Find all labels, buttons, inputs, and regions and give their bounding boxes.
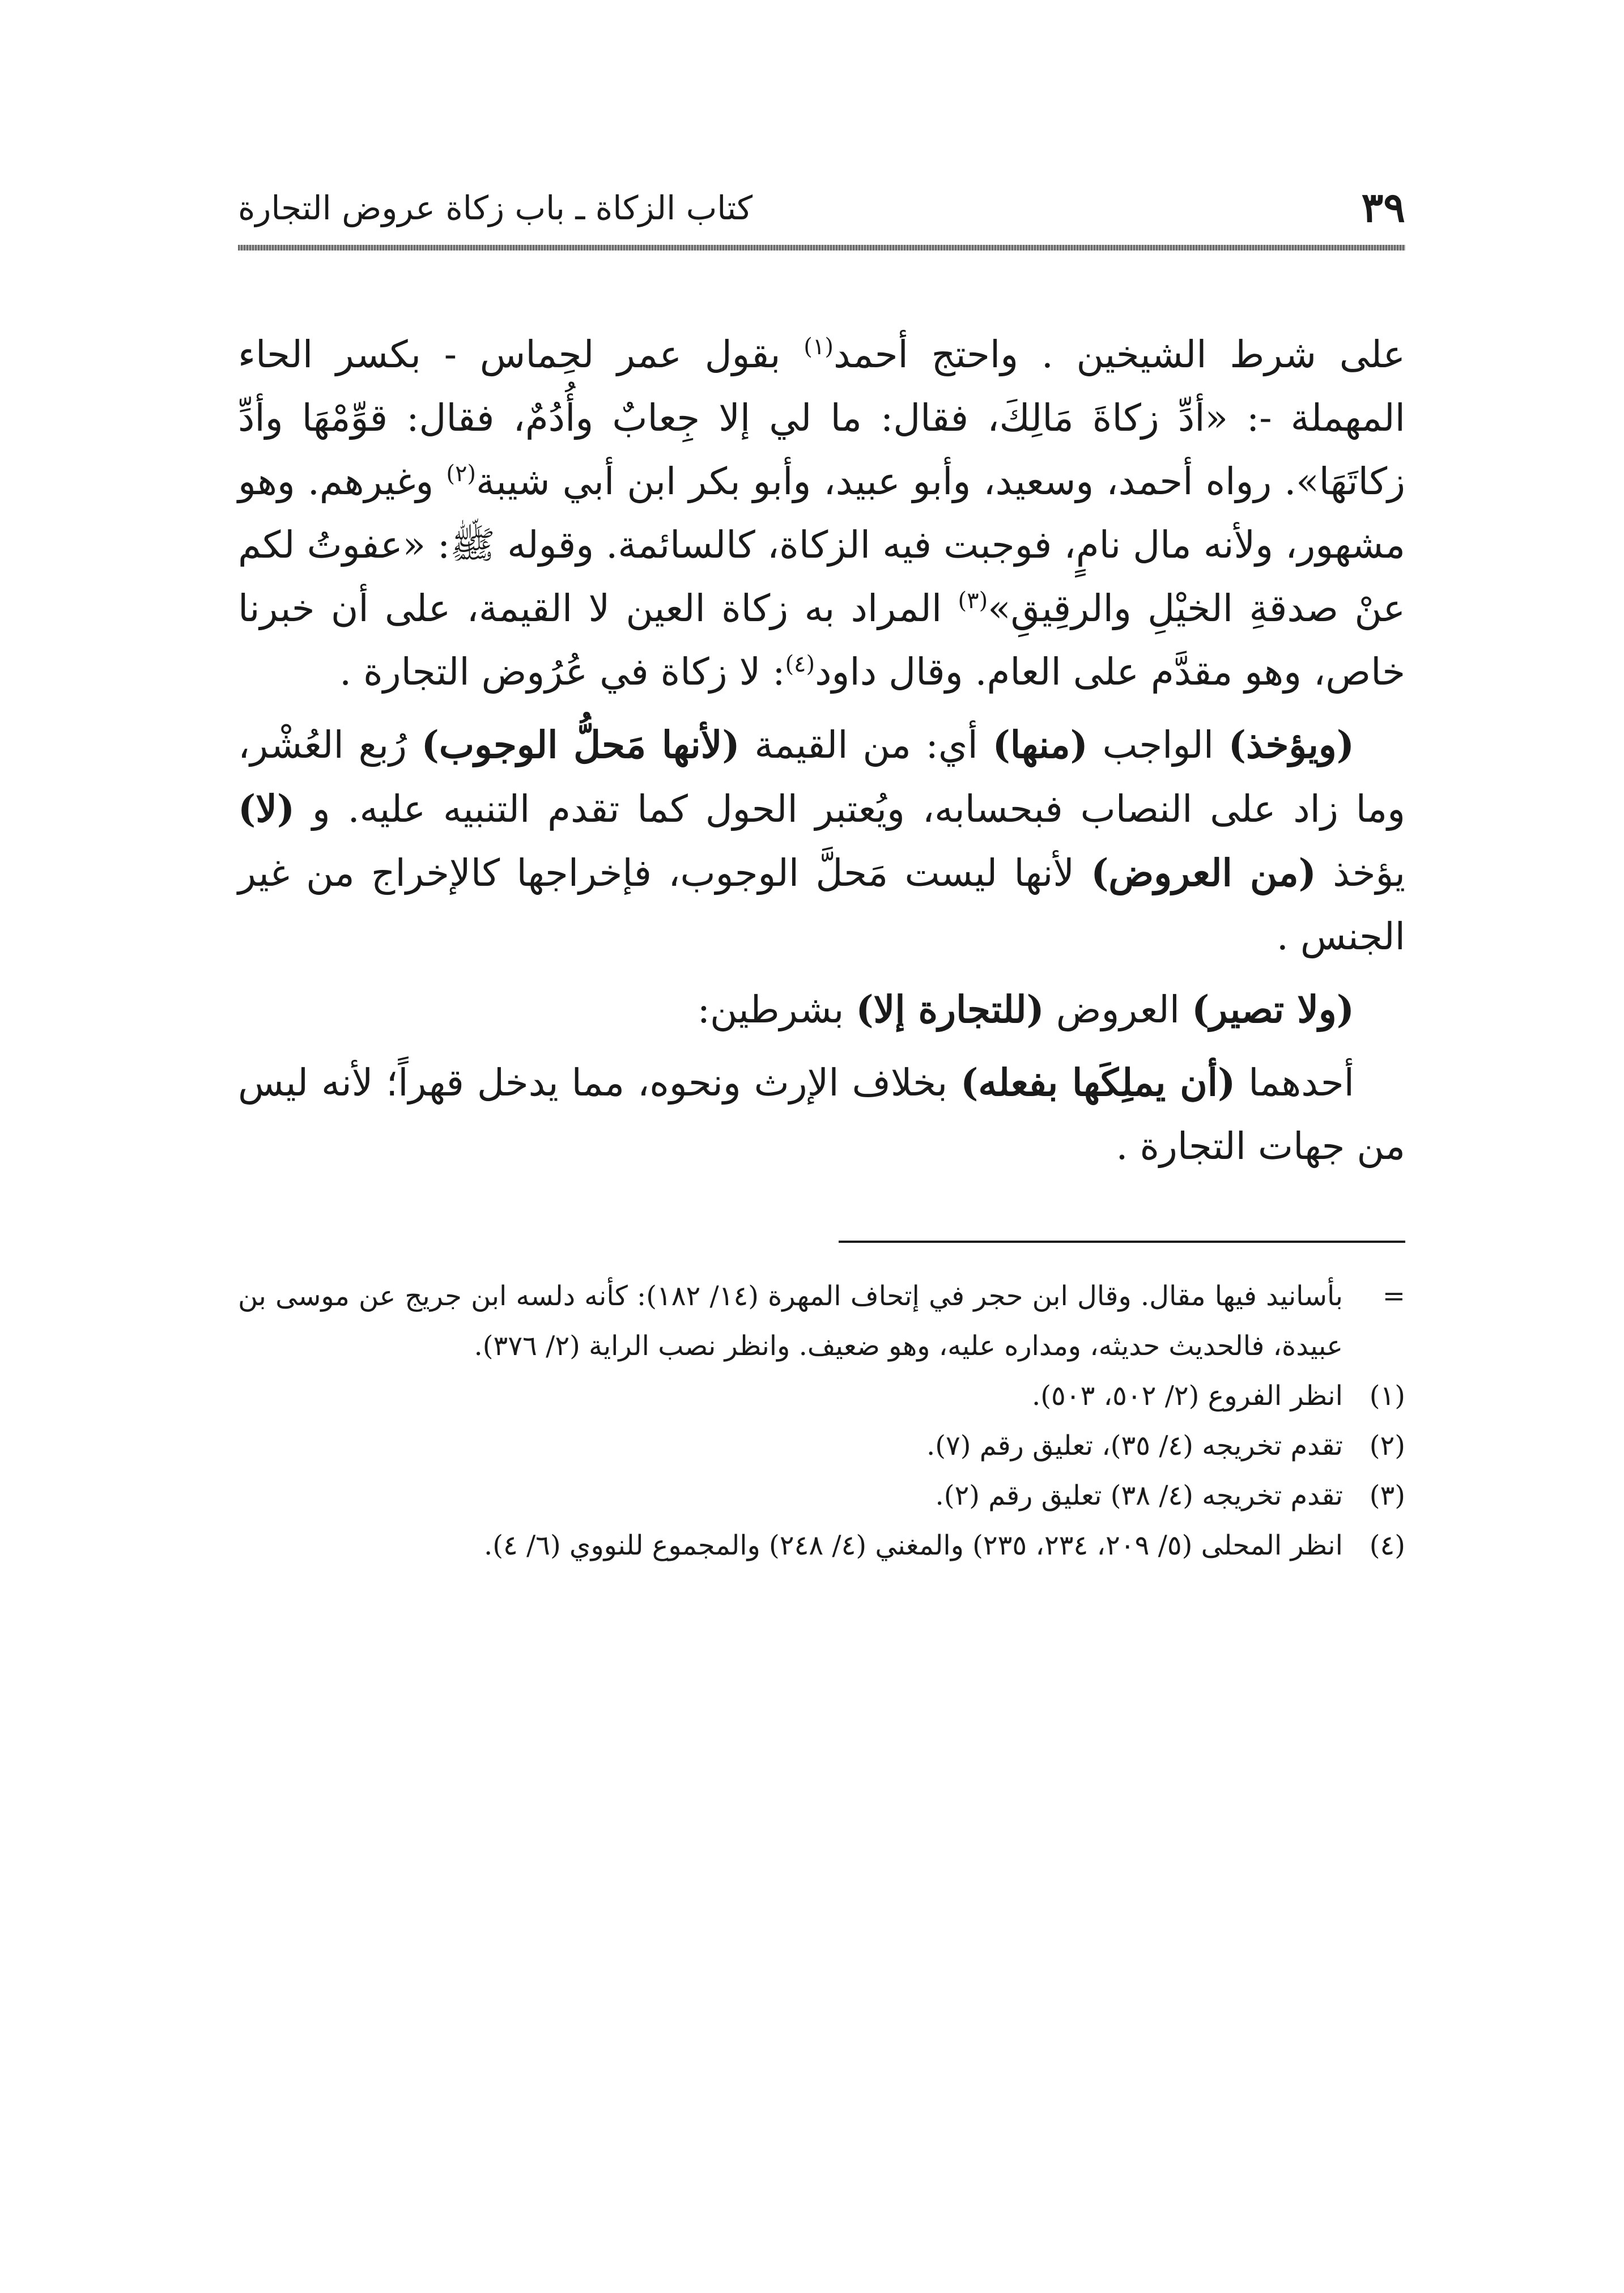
- footnote-text: تقدم تخريجه (٤/ ٣٥)، تعليق رقم (٧).: [926, 1430, 1343, 1462]
- text-run: يؤخذ: [1316, 851, 1405, 895]
- text-run: بخلاف الإرث ونحوه، مما يدخل قهراً؛ لأنه ليس من جهات التجارة .: [238, 1061, 1405, 1168]
- matn-text: (لأنها مَحلُّ الوجوب): [421, 723, 740, 767]
- text-run: رُبع العُشْر، وما زاد على النصاب فبحسابه، ويُعتبر الحول كما تقدم التنبيه عليه. و: [238, 723, 1405, 831]
- footnote-divider: [839, 1241, 1405, 1243]
- text-run: العروض: [1044, 988, 1192, 1031]
- main-text: [238, 323, 1405, 1178]
- footnote-text: انظر الفروع (٢/ ٥٠٢، ٥٠٣).: [1032, 1380, 1343, 1412]
- text-run: الواجب: [1087, 723, 1228, 767]
- footnote-marker: (٢): [1369, 1430, 1405, 1462]
- text-run: أي: من القيمة: [739, 723, 993, 767]
- matn-text: (منها): [992, 723, 1088, 767]
- footnote-ref-2[interactable]: (٢): [446, 461, 477, 487]
- footnote-marker: (٣): [1369, 1480, 1405, 1511]
- footnote-text: بأسانيد فيها مقال. وقال ابن حجر في إتحاف المهرة (١٤/ ١٨٢): كأنه دلسه ابن جريج عن موسى بن عبيدة، فالحديث حديثه، ومداره عليه، وهو ضعيف. وانظر نصب الراية (٢/ ٣٧٦).: [238, 1280, 1344, 1362]
- footnote-marker: =: [1382, 1280, 1405, 1312]
- book-page: [238, 170, 1405, 1570]
- paragraph-2: [238, 713, 1405, 969]
- text-run: بقول عمر لحِماس - بكسر الحاء المهملة -: «أدِّ زكاةَ مَالِكَ، فقال: ما لي إلا جِعابٌ وأُدُمٌ، فقال: قوِّمْهَا وأدِّ زكاتَهَا». رواه أحمد، وسعيد، وأبو عبيد، وأبو بكر ابن أبي شيبة: [238, 333, 1405, 503]
- footnote-text: انظر المحلى (٥/ ٢٠٩، ٢٣٤، ٢٣٥) والمغني (٤/ ٢٤٨) والمجموع للنووي (٦/ ٤).: [483, 1530, 1343, 1561]
- text-run: بشرطين:: [697, 988, 856, 1031]
- footnote-3: [238, 1471, 1405, 1521]
- text-run: : لا زكاة في عُرُوض التجارة .: [339, 650, 785, 694]
- matn-text: (لا): [238, 787, 295, 831]
- matn-text: (أن يملِكَها بفعله): [960, 1060, 1236, 1105]
- text-run: وغيرهم. وهو مشهور، ولأنه مال نامٍ، فوجبت فيه الزكاة، كالسائمة. وقوله ﷺ: «عفوتُ لكم عنْ صدقةِ الخيْلِ والرقِيقِ»: [238, 460, 1405, 630]
- text-run: أحدهما: [1235, 1061, 1354, 1105]
- footnote-text: تقدم تخريجه (٤/ ٣٨) تعليق رقم (٢).: [935, 1480, 1343, 1511]
- page-number: ٣٩: [1361, 183, 1405, 231]
- paragraph-3: [238, 978, 1405, 1042]
- footnote-marker: (٤): [1369, 1530, 1405, 1561]
- matn-text: (من العروض): [1091, 851, 1316, 895]
- text-run: لأنها ليست مَحلَّ الوجوب، فإخراجها كالإخراج من غير الجنس .: [238, 851, 1405, 958]
- text-run: على شرط الشيخين . واحتج أحمد: [833, 333, 1405, 376]
- footnote-ref-1[interactable]: (١): [804, 334, 834, 360]
- footnote-2: [238, 1421, 1405, 1471]
- footnote-1: [238, 1371, 1405, 1421]
- footnote-continued: [238, 1271, 1405, 1371]
- matn-text: (للتجارة إلا): [856, 987, 1044, 1031]
- footnote-ref-4[interactable]: (٤): [785, 651, 815, 677]
- text-run: المراد به زكاة العين لا القيمة، على أن خبرنا خاص، وهو مقدَّم على العام. وقال داود: [238, 587, 1405, 694]
- matn-text: (ولا تصير): [1192, 987, 1354, 1031]
- matn-text: (ويؤخذ): [1228, 723, 1354, 767]
- paragraph-4: [238, 1051, 1405, 1178]
- footnote-4: [238, 1521, 1405, 1570]
- footnote-marker: (١): [1369, 1380, 1405, 1412]
- header-divider: [238, 245, 1405, 250]
- footnote-ref-3[interactable]: (٣): [958, 588, 988, 614]
- page-header: [238, 170, 1405, 255]
- running-title: كتاب الزكاة ـ باب زكاة عروض التجارة: [238, 189, 753, 227]
- footnotes: [238, 1271, 1405, 1570]
- paragraph-1: [238, 323, 1405, 704]
